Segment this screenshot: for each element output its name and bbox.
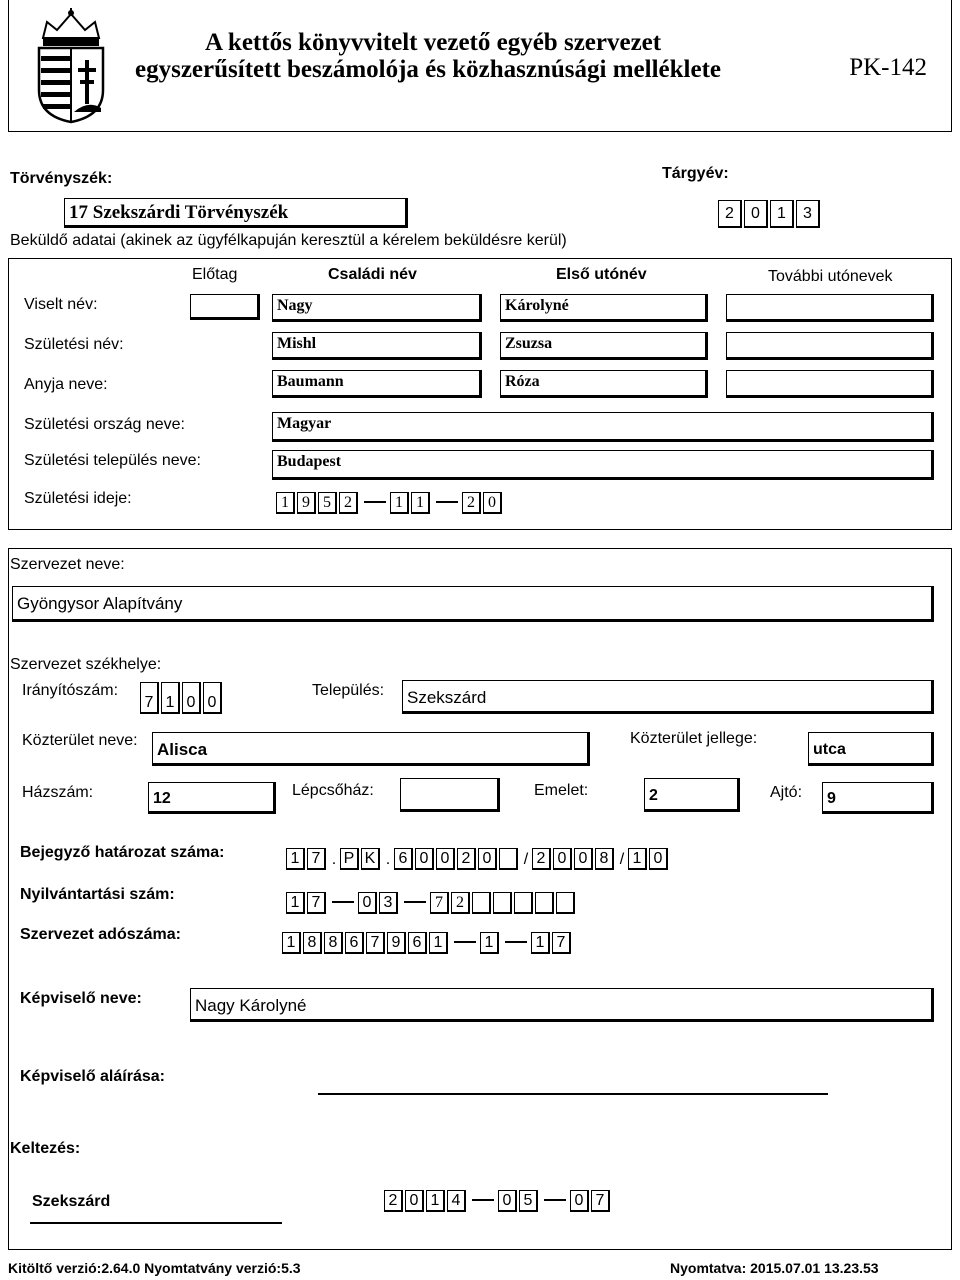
reg-digit[interactable] <box>514 892 533 914</box>
city-label: Születési település neve: <box>24 452 201 469</box>
decision-cells[interactable] <box>286 848 670 870</box>
tax-digit[interactable]: 1 <box>282 932 301 954</box>
mother-other-field[interactable] <box>726 370 934 398</box>
street-field[interactable]: Alisca <box>152 732 590 766</box>
decision-year-digit[interactable]: 0 <box>553 848 572 870</box>
tax-number-label: Szervezet adószáma: <box>20 926 181 943</box>
zip-label: Irányítószám: <box>22 682 119 699</box>
year-cells[interactable] <box>718 200 822 228</box>
tax-digit[interactable]: 1 <box>531 932 550 954</box>
org-name-field[interactable]: Gyöngysor Alapítvány <box>12 586 934 622</box>
signature-line[interactable] <box>318 1093 828 1095</box>
decision-year-digit[interactable]: 2 <box>532 848 551 870</box>
slash-separator: / <box>523 851 529 868</box>
dob-digit[interactable]: 0 <box>483 492 502 514</box>
country-field[interactable]: Magyar <box>272 412 934 442</box>
footer-version: Kitöltő verzió:2.64.0 Nyomtatvány verzió:5.3 <box>8 1260 301 1276</box>
reg-digit[interactable]: 7 <box>430 892 449 914</box>
form-code: PK-142 <box>849 54 927 81</box>
court-field[interactable]: 17 Szekszárdi Törvényszék <box>64 198 408 228</box>
dating-label: Keltezés: <box>10 1140 81 1157</box>
dob-digit[interactable]: 1 <box>276 492 295 514</box>
year-digit[interactable]: 3 <box>796 200 820 228</box>
name-first-field[interactable]: Károlyné <box>500 294 708 322</box>
birth-city-field[interactable]: Budapest <box>272 450 934 480</box>
tax-digit[interactable]: 7 <box>552 932 571 954</box>
dash <box>436 501 458 503</box>
tax-digit[interactable]: 7 <box>366 932 385 954</box>
decision-digit[interactable]: 1 <box>628 848 647 870</box>
date-digit[interactable]: 0 <box>405 1190 424 1212</box>
decision-letter[interactable]: K <box>361 848 380 870</box>
date-digit[interactable]: 0 <box>498 1190 517 1212</box>
row-mother-label: Anyja neve: <box>24 376 108 393</box>
street-type-label: Közterület jellege: <box>630 730 758 747</box>
dash <box>364 501 386 503</box>
zip-digit[interactable]: 0 <box>182 682 201 714</box>
country-label: Születési ország neve: <box>24 416 185 433</box>
form-title-line2: egyszerűsített beszámolója és közhasznúsági melléklete <box>135 56 721 83</box>
reg-digit[interactable] <box>493 892 512 914</box>
decision-letter[interactable]: P <box>340 848 359 870</box>
decision-digit[interactable]: 0 <box>436 848 455 870</box>
street-label: Közterület neve: <box>22 732 138 749</box>
col-family: Családi név <box>328 266 417 283</box>
zip-digit[interactable]: 7 <box>140 682 159 714</box>
reg-number-label: Nyilvántartási szám: <box>20 886 175 903</box>
zip-digit[interactable]: 1 <box>161 682 180 714</box>
mother-first-field[interactable]: Róza <box>500 370 708 398</box>
date-digit[interactable]: 5 <box>519 1190 538 1212</box>
row-birth-label: Születési név: <box>24 336 124 353</box>
reg-number-cells[interactable] <box>286 892 577 914</box>
tax-digit[interactable]: 8 <box>303 932 322 954</box>
name-other-field[interactable] <box>726 294 934 322</box>
floor-label: Emelet: <box>534 782 589 799</box>
decision-year-digit[interactable]: 0 <box>574 848 593 870</box>
seat-city-field[interactable]: Szekszárd <box>402 680 934 714</box>
door-field[interactable]: 9 <box>822 782 934 814</box>
year-label: Tárgyév: <box>662 165 729 182</box>
stair-label: Lépcsőház: <box>292 782 374 799</box>
col-first: Első utónév <box>556 266 647 283</box>
dating-place[interactable]: Szekszárd <box>32 1193 111 1210</box>
representative-name-field[interactable]: Nagy Károlyné <box>190 988 934 1022</box>
decision-label: Bejegyző határozat száma: <box>20 844 225 861</box>
reg-digit[interactable] <box>472 892 491 914</box>
dob-cells[interactable] <box>276 492 504 514</box>
date-digit[interactable]: 1 <box>426 1190 445 1212</box>
tax-digit[interactable]: 1 <box>480 932 499 954</box>
dob-digit[interactable]: 2 <box>339 492 358 514</box>
dob-label: Születési ideje: <box>24 490 132 507</box>
dob-digit[interactable]: 1 <box>390 492 409 514</box>
name-family-field[interactable]: Nagy <box>272 294 482 322</box>
decision-digit[interactable]: 6 <box>394 848 413 870</box>
tax-digit[interactable]: 9 <box>387 932 406 954</box>
reg-digit[interactable]: 2 <box>451 892 470 914</box>
decision-digit[interactable] <box>499 848 518 870</box>
house-field[interactable]: 12 <box>148 782 276 814</box>
seat-city-label: Település: <box>312 682 385 699</box>
decision-digit[interactable]: 0 <box>478 848 497 870</box>
dash <box>404 901 426 903</box>
door-label: Ajtó: <box>770 784 803 801</box>
col-prefix: Előtag <box>192 266 238 283</box>
tax-digit[interactable]: 1 <box>429 932 448 954</box>
reg-digit[interactable]: 7 <box>307 892 326 914</box>
tax-digit[interactable]: 8 <box>324 932 343 954</box>
dob-digit[interactable]: 5 <box>318 492 337 514</box>
birth-family-field[interactable]: Mishl <box>272 332 482 360</box>
reg-digit[interactable] <box>535 892 554 914</box>
decision-year-digit[interactable]: 8 <box>595 848 614 870</box>
seat-heading: Szervezet székhelye: <box>10 656 162 673</box>
form-title-line1: A kettős könyvvitelt vezető egyéb szervezet <box>205 29 662 56</box>
zip-digit[interactable]: 0 <box>203 682 222 714</box>
tax-digit[interactable]: 6 <box>345 932 364 954</box>
reg-digit[interactable]: 3 <box>379 892 398 914</box>
sender-heading: Beküldő adatai (akinek az ügyfélkapuján keresztül a kérelem beküldésre kerül) <box>10 232 567 249</box>
dash <box>544 1199 566 1201</box>
decision-digit[interactable]: 0 <box>649 848 668 870</box>
form-header <box>8 0 952 132</box>
dash <box>332 901 354 903</box>
coat-of-arms-icon <box>33 8 109 124</box>
year-digit[interactable]: 2 <box>718 200 742 228</box>
decision-digit[interactable]: 1 <box>286 848 305 870</box>
row-name-label: Viselt név: <box>24 296 98 313</box>
house-label: Házszám: <box>22 784 94 801</box>
birth-other-field[interactable] <box>726 332 934 360</box>
decision-digit[interactable]: 2 <box>457 848 476 870</box>
tax-digit[interactable]: 6 <box>408 932 427 954</box>
decision-digit[interactable]: 7 <box>307 848 326 870</box>
footer-printed: Nyomtatva: 2015.07.01 13.23.53 <box>670 1260 879 1276</box>
mother-family-field[interactable]: Baumann <box>272 370 482 398</box>
dating-date-cells[interactable] <box>384 1190 612 1212</box>
reg-digit[interactable] <box>556 892 575 914</box>
birth-first-field[interactable]: Zsuzsa <box>500 332 708 360</box>
tax-number-cells[interactable] <box>282 932 573 954</box>
date-digit[interactable]: 7 <box>591 1190 610 1212</box>
slash-separator: / <box>619 851 625 868</box>
dob-digit[interactable]: 9 <box>297 492 316 514</box>
dot-separator: . <box>331 851 337 868</box>
dash <box>472 1199 494 1201</box>
floor-field[interactable]: 2 <box>644 778 740 812</box>
dob-digit[interactable]: 2 <box>462 492 481 514</box>
year-digit[interactable]: 0 <box>744 200 768 228</box>
name-prefix-field[interactable] <box>190 294 260 320</box>
representative-name-label: Képviselő neve: <box>20 990 142 1007</box>
dot-separator: . <box>385 851 391 868</box>
date-digit[interactable]: 2 <box>384 1190 403 1212</box>
signature-label: Képviselő aláírása: <box>20 1068 165 1085</box>
street-type-field[interactable]: utca <box>808 732 934 766</box>
zip-cells[interactable] <box>140 682 224 714</box>
dob-digit[interactable]: 1 <box>411 492 430 514</box>
org-name-label: Szervezet neve: <box>10 556 125 573</box>
court-label: Törvényszék: <box>10 170 113 187</box>
date-digit[interactable]: 0 <box>570 1190 589 1212</box>
reg-digit[interactable]: 1 <box>286 892 305 914</box>
dash <box>505 941 527 943</box>
dash <box>454 941 476 943</box>
date-digit[interactable]: 4 <box>447 1190 466 1212</box>
col-other: További utónevek <box>768 268 893 285</box>
reg-digit[interactable]: 0 <box>358 892 377 914</box>
place-line <box>30 1222 282 1224</box>
decision-digit[interactable]: 0 <box>415 848 434 870</box>
stair-field[interactable] <box>400 778 500 812</box>
year-digit[interactable]: 1 <box>770 200 794 228</box>
